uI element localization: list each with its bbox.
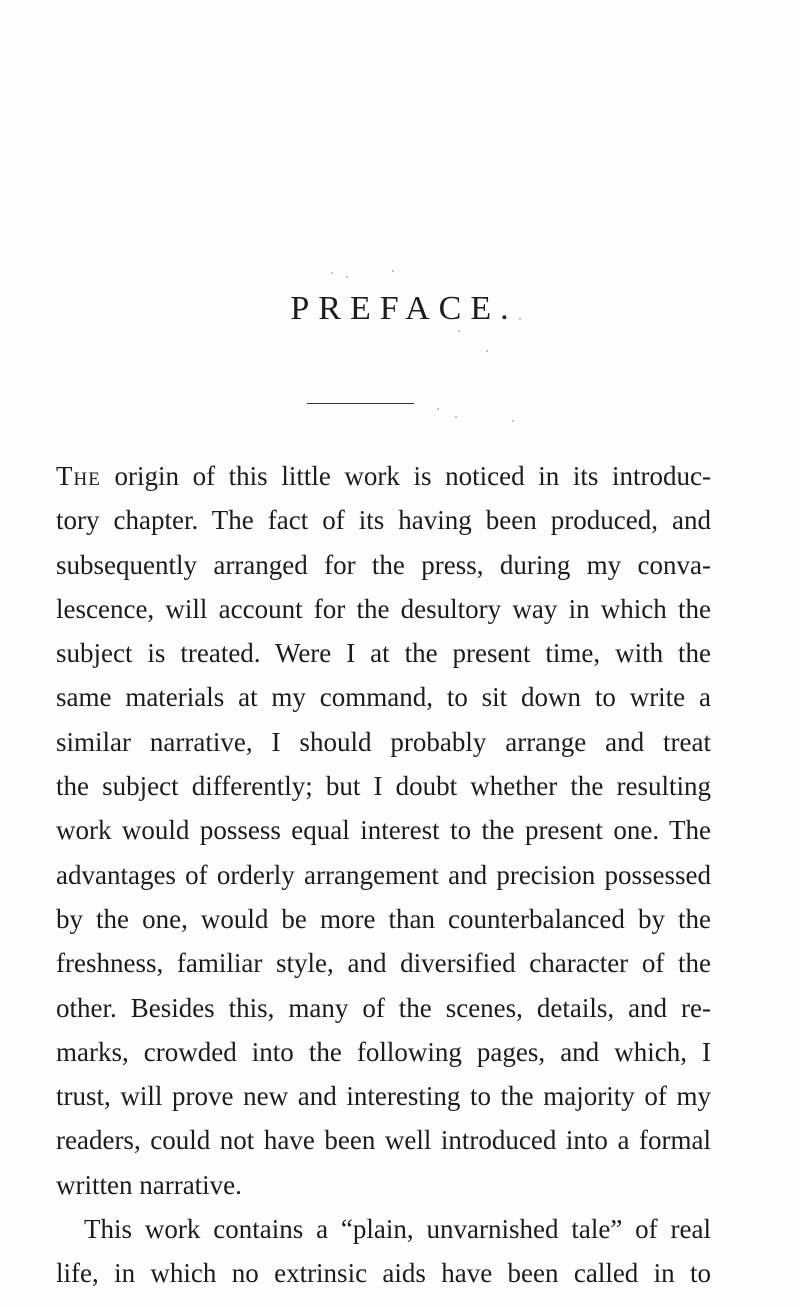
text-line-13: other. Besides this, many of the scenes, details, and re- xyxy=(56,992,711,1023)
text-line-7: similar narrative, I should probably arrange and treat xyxy=(56,726,711,757)
paper-speck xyxy=(437,408,439,410)
text-line-15: trust, will prove new and interesting to the majority of my xyxy=(56,1081,711,1112)
opening-word: The xyxy=(56,461,101,491)
text-line-14: marks, crowded into the following pages, and which, I xyxy=(56,1036,711,1067)
title-rule xyxy=(307,403,414,404)
text-line-9: work would possess equal interest to the present one. The xyxy=(56,815,711,846)
text-line-12: freshness, familiar style, and diversified character of the xyxy=(56,948,711,979)
paper-speck xyxy=(512,420,514,422)
text-line-2: tory chapter. The fact of its having been produced, and xyxy=(56,505,711,536)
text-line-16: readers, could not have been well introduced into a formal xyxy=(56,1125,711,1156)
text-line-10: advantages of orderly arrangement and precision possessed xyxy=(56,859,711,890)
text-line-18: This work contains a “plain, unvarnished tale” of real xyxy=(84,1214,711,1245)
preface-body xyxy=(56,454,711,1296)
paper-speck xyxy=(346,276,348,278)
text-line-8: the subject differently; but I doubt whether the resulting xyxy=(56,771,711,802)
text-line-1 xyxy=(56,454,711,498)
text-line-6: same materials at my command, to sit down to write a xyxy=(56,682,711,713)
text-line-5: subject is treated. Were I at the present time, with the xyxy=(56,638,711,669)
paper-speck xyxy=(486,350,488,352)
text-line-17: written narrative. xyxy=(56,1169,242,1200)
text-line-19: life, in which no extrinsic aids have been called in to xyxy=(56,1258,711,1289)
paper-speck xyxy=(455,416,457,418)
paper-speck xyxy=(458,330,460,332)
paper-speck xyxy=(331,272,333,274)
text-line-1-rest: origin of this little work is noticed in its introduc- xyxy=(100,461,711,491)
paper-speck xyxy=(392,270,394,272)
text-line-11: by the one, would be more than counterbalanced by the xyxy=(56,903,711,934)
page-title: PREFACE. xyxy=(290,290,518,327)
text-line-3: subsequently arranged for the press, during my conva- xyxy=(56,549,711,580)
text-line-4: lescence, will account for the desultory way in which the xyxy=(56,593,711,624)
